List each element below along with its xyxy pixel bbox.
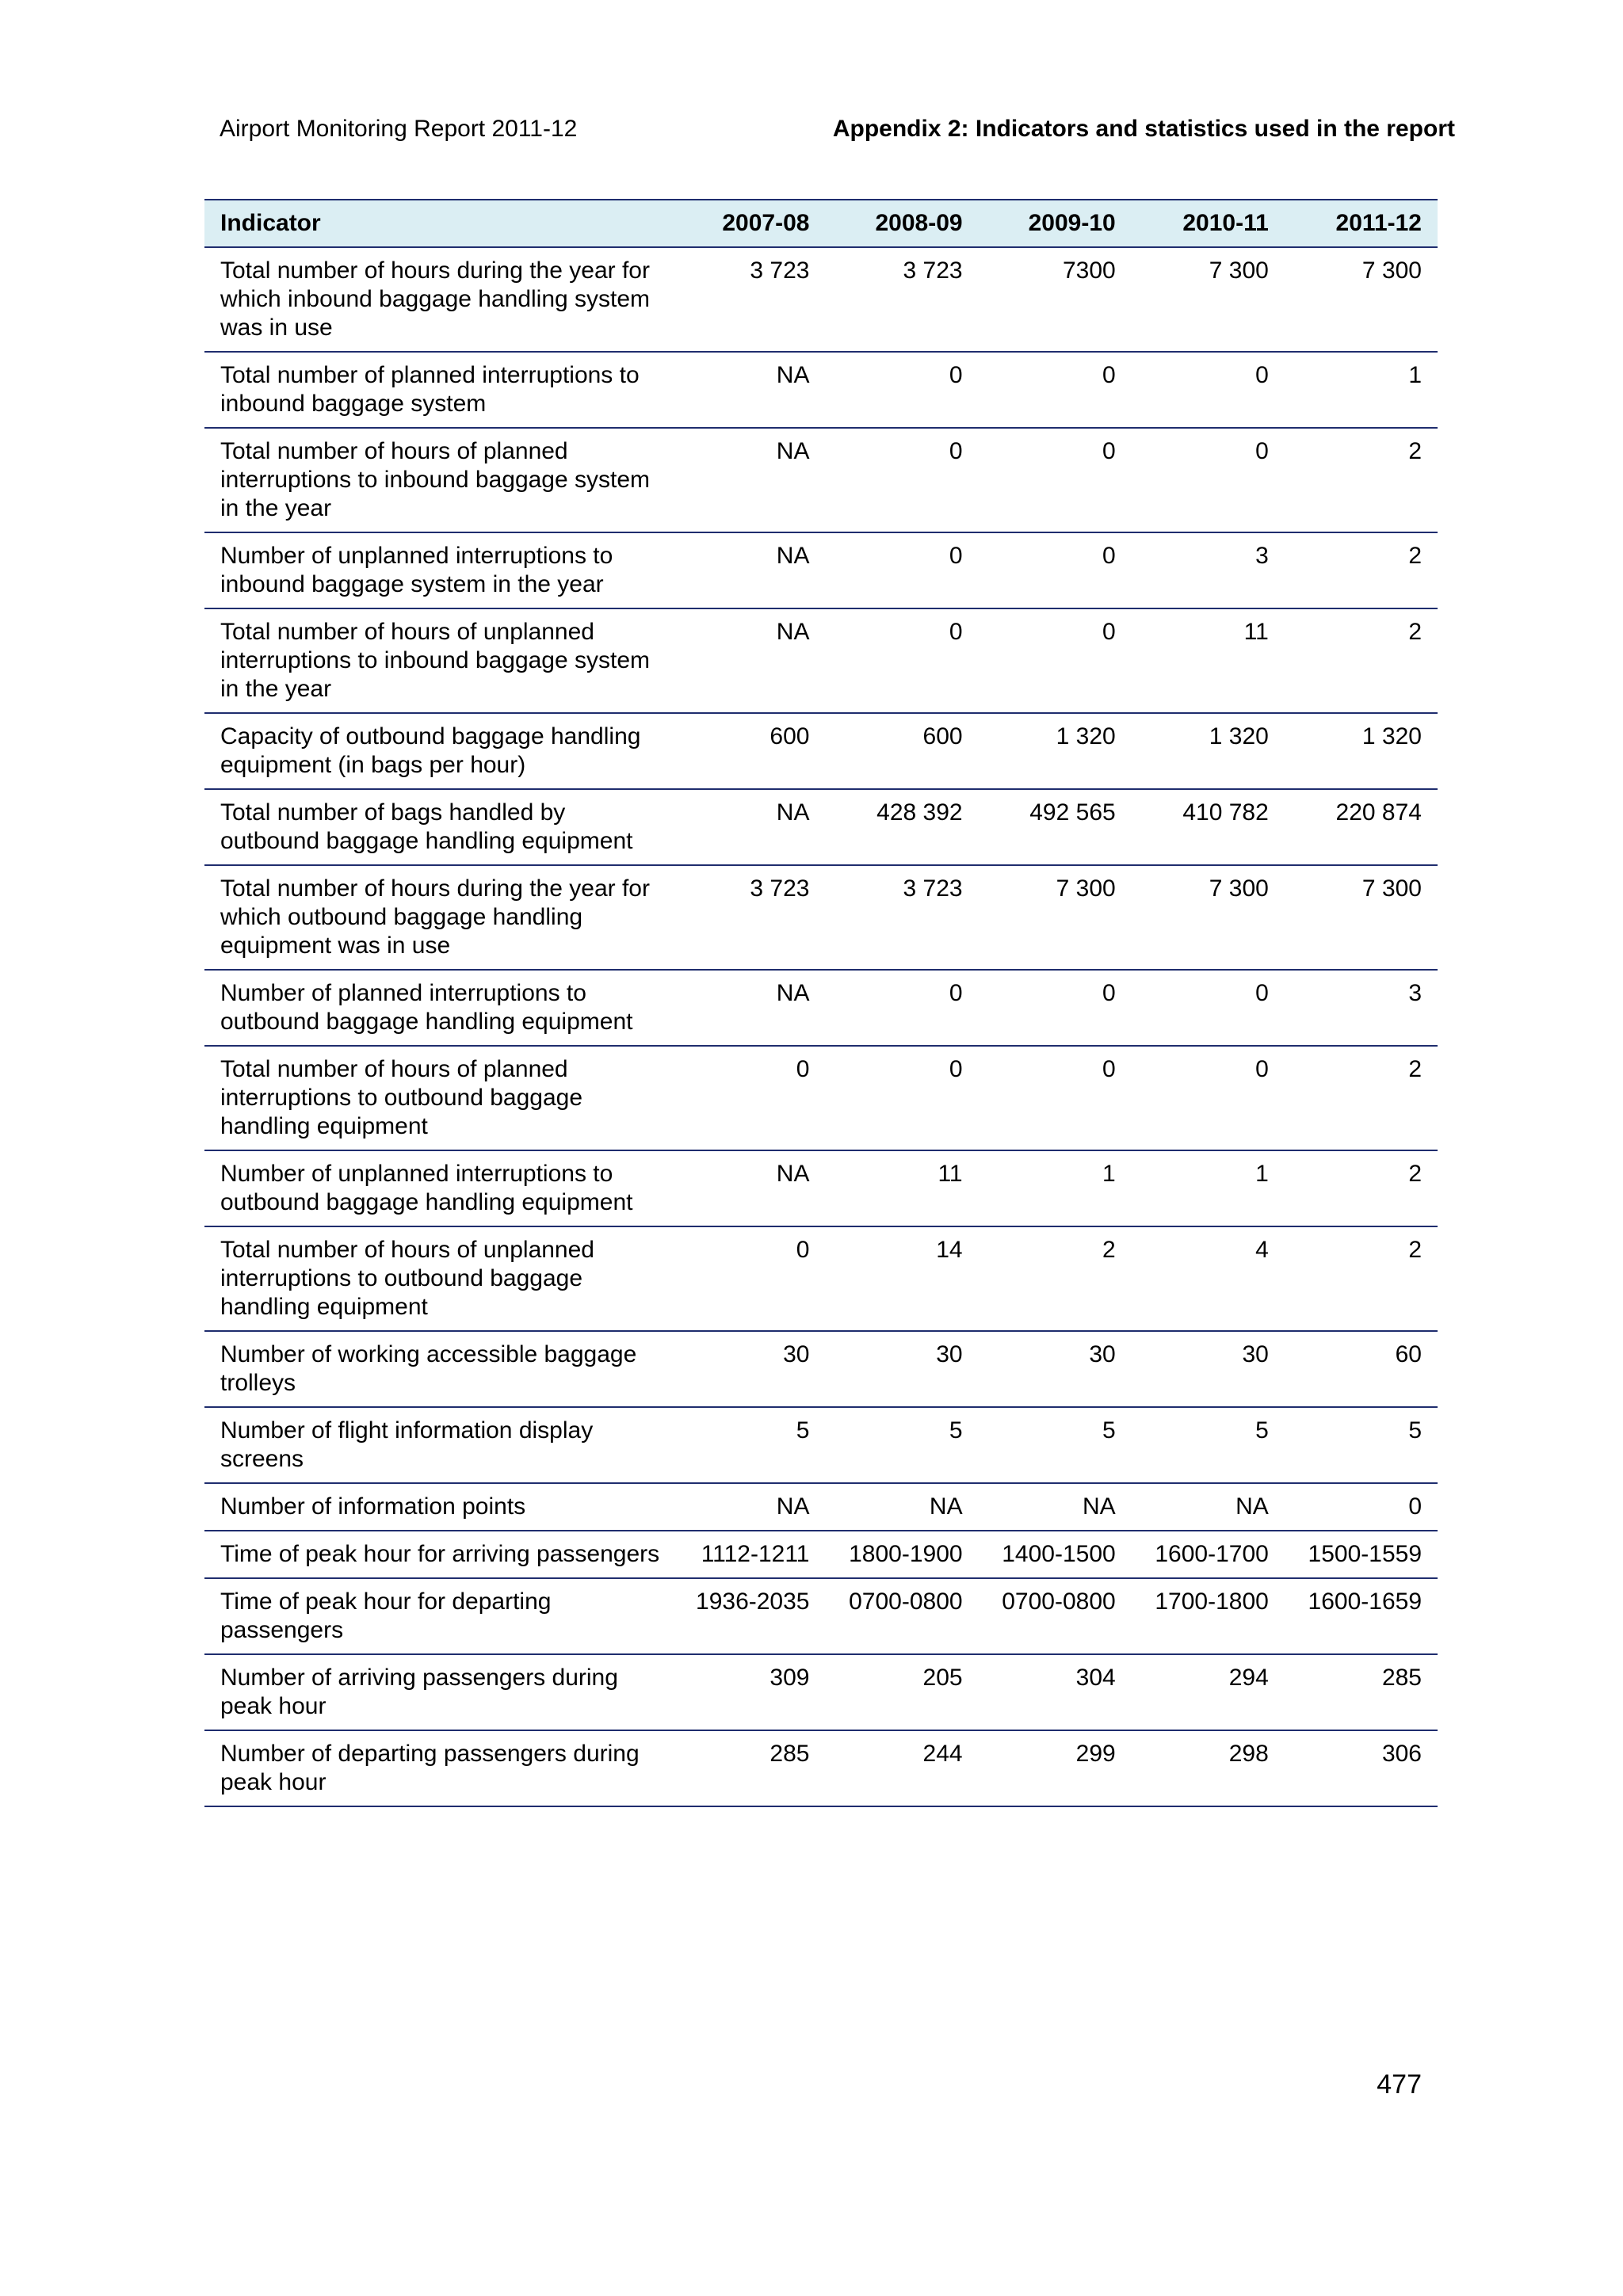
value-cell: 600 <box>672 713 825 789</box>
table-row <box>204 532 1438 608</box>
indicator-cell: Number of working accessible baggage trolleys <box>204 1331 672 1407</box>
value-cell: NA <box>825 1483 978 1531</box>
indicator-cell: Total number of hours of planned interruptions to inbound baggage system in the year <box>204 428 672 532</box>
value-cell: 0 <box>825 428 978 532</box>
section-title: Appendix 2: Indicators and statistics used in the report <box>832 116 1455 142</box>
table-row <box>204 428 1438 532</box>
indicators-table <box>204 199 1438 1807</box>
value-cell: NA <box>672 428 825 532</box>
value-cell: 7 300 <box>979 865 1132 970</box>
value-cell: 3 <box>1285 970 1438 1046</box>
value-cell: 1 320 <box>1285 713 1438 789</box>
value-cell: 30 <box>825 1331 978 1407</box>
value-cell: 306 <box>1285 1730 1438 1806</box>
indicator-cell: Number of departing passengers during peak hour <box>204 1730 672 1806</box>
indicator-cell: Number of flight information display screens <box>204 1407 672 1483</box>
table-row <box>204 247 1438 352</box>
value-cell: 0 <box>1132 970 1285 1046</box>
value-cell: 0 <box>979 1046 1132 1150</box>
table-row <box>204 1407 1438 1483</box>
indicator-cell: Number of unplanned interruptions to inbound baggage system in the year <box>204 532 672 608</box>
value-cell: 410 782 <box>1132 789 1285 865</box>
value-cell: 7 300 <box>1285 247 1438 352</box>
value-cell: 0 <box>825 1046 978 1150</box>
value-cell: 14 <box>825 1226 978 1331</box>
value-cell: 0 <box>979 352 1132 428</box>
value-cell: 0 <box>825 608 978 713</box>
value-cell: 7300 <box>979 247 1132 352</box>
value-cell: 1 <box>979 1150 1132 1226</box>
value-cell: 1 <box>1285 352 1438 428</box>
value-cell: 0 <box>825 970 978 1046</box>
value-cell: 0 <box>1285 1483 1438 1531</box>
column-header: 2010-11 <box>1132 200 1285 247</box>
page-number: 477 <box>1377 2069 1422 2100</box>
table-row <box>204 713 1438 789</box>
value-cell: 1112-1211 <box>672 1531 825 1578</box>
indicator-cell: Total number of hours during the year for which outbound baggage handling equipment was in use <box>204 865 672 970</box>
value-cell: 304 <box>979 1654 1132 1730</box>
value-cell: 0 <box>825 352 978 428</box>
indicator-cell: Total number of hours during the year for which inbound baggage handling system was in use <box>204 247 672 352</box>
value-cell: 1 320 <box>979 713 1132 789</box>
value-cell: 0 <box>979 532 1132 608</box>
table-row <box>204 1531 1438 1578</box>
indicator-cell: Number of unplanned interruptions to outbound baggage handling equipment <box>204 1150 672 1226</box>
value-cell: 0700-0800 <box>979 1578 1132 1654</box>
value-cell: 1700-1800 <box>1132 1578 1285 1654</box>
table-row <box>204 1578 1438 1654</box>
value-cell: 2 <box>979 1226 1132 1331</box>
value-cell: 3 723 <box>672 865 825 970</box>
indicator-cell: Total number of hours of planned interruptions to outbound baggage handling equipment <box>204 1046 672 1150</box>
indicator-cell: Number of planned interruptions to outbound baggage handling equipment <box>204 970 672 1046</box>
value-cell: 244 <box>825 1730 978 1806</box>
value-cell: 298 <box>1132 1730 1285 1806</box>
value-cell: 7 300 <box>1132 247 1285 352</box>
value-cell: 0 <box>979 608 1132 713</box>
value-cell: 1800-1900 <box>825 1531 978 1578</box>
value-cell: 1500-1559 <box>1285 1531 1438 1578</box>
column-header: Indicator <box>204 200 672 247</box>
value-cell: NA <box>672 789 825 865</box>
table-row <box>204 352 1438 428</box>
report-title: Airport Monitoring Report 2011-12 <box>220 116 578 142</box>
value-cell: 2 <box>1285 428 1438 532</box>
value-cell: NA <box>672 1150 825 1226</box>
value-cell: 7 300 <box>1132 865 1285 970</box>
column-header: 2009-10 <box>979 200 1132 247</box>
value-cell: 11 <box>825 1150 978 1226</box>
value-cell: 220 874 <box>1285 789 1438 865</box>
value-cell: 285 <box>1285 1654 1438 1730</box>
table-row <box>204 789 1438 865</box>
value-cell: 0 <box>825 532 978 608</box>
indicator-cell: Time of peak hour for arriving passengers <box>204 1531 672 1578</box>
value-cell: NA <box>672 1483 825 1531</box>
value-cell: 285 <box>672 1730 825 1806</box>
value-cell: NA <box>672 970 825 1046</box>
value-cell: 2 <box>1285 1226 1438 1331</box>
value-cell: 3 723 <box>672 247 825 352</box>
table-row <box>204 1730 1438 1806</box>
value-cell: 1 320 <box>1132 713 1285 789</box>
value-cell: 5 <box>825 1407 978 1483</box>
indicator-cell: Total number of hours of unplanned interruptions to inbound baggage system in the year <box>204 608 672 713</box>
value-cell: 0 <box>672 1226 825 1331</box>
indicator-cell: Number of arriving passengers during peak hour <box>204 1654 672 1730</box>
value-cell: 3 723 <box>825 247 978 352</box>
value-cell: 7 300 <box>1285 865 1438 970</box>
value-cell: 30 <box>672 1331 825 1407</box>
value-cell: 30 <box>979 1331 1132 1407</box>
value-cell: 3 723 <box>825 865 978 970</box>
indicator-cell: Number of information points <box>204 1483 672 1531</box>
value-cell: 492 565 <box>979 789 1132 865</box>
table-row <box>204 1331 1438 1407</box>
indicator-cell: Capacity of outbound baggage handling equipment (in bags per hour) <box>204 713 672 789</box>
value-cell: 2 <box>1285 1150 1438 1226</box>
table-header-row <box>204 200 1438 247</box>
value-cell: 11 <box>1132 608 1285 713</box>
value-cell: 5 <box>979 1407 1132 1483</box>
value-cell: 5 <box>1132 1407 1285 1483</box>
value-cell: 0 <box>979 428 1132 532</box>
value-cell: 0 <box>672 1046 825 1150</box>
value-cell: 5 <box>1285 1407 1438 1483</box>
column-header: 2007-08 <box>672 200 825 247</box>
value-cell: 2 <box>1285 608 1438 713</box>
table-row <box>204 1654 1438 1730</box>
value-cell: NA <box>672 608 825 713</box>
table-row <box>204 1226 1438 1331</box>
column-header: 2008-09 <box>825 200 978 247</box>
value-cell: 1600-1700 <box>1132 1531 1285 1578</box>
column-header: 2011-12 <box>1285 200 1438 247</box>
value-cell: 0 <box>1132 352 1285 428</box>
value-cell: NA <box>1132 1483 1285 1531</box>
value-cell: 600 <box>825 713 978 789</box>
table-row <box>204 608 1438 713</box>
value-cell: 294 <box>1132 1654 1285 1730</box>
value-cell: 30 <box>1132 1331 1285 1407</box>
value-cell: NA <box>979 1483 1132 1531</box>
value-cell: 0 <box>1132 1046 1285 1150</box>
table-row <box>204 1046 1438 1150</box>
value-cell: 299 <box>979 1730 1132 1806</box>
value-cell: 1600-1659 <box>1285 1578 1438 1654</box>
value-cell: 2 <box>1285 1046 1438 1150</box>
value-cell: 1 <box>1132 1150 1285 1226</box>
value-cell: NA <box>672 532 825 608</box>
indicator-cell: Total number of bags handled by outbound baggage handling equipment <box>204 789 672 865</box>
table-row <box>204 865 1438 970</box>
value-cell: 60 <box>1285 1331 1438 1407</box>
indicator-cell: Time of peak hour for departing passengers <box>204 1578 672 1654</box>
value-cell: NA <box>672 352 825 428</box>
value-cell: 1936-2035 <box>672 1578 825 1654</box>
value-cell: 205 <box>825 1654 978 1730</box>
table-row <box>204 1483 1438 1531</box>
value-cell: 0700-0800 <box>825 1578 978 1654</box>
value-cell: 5 <box>672 1407 825 1483</box>
indicator-cell: Total number of hours of unplanned interruptions to outbound baggage handling equipment <box>204 1226 672 1331</box>
table-row <box>204 970 1438 1046</box>
value-cell: 0 <box>979 970 1132 1046</box>
table-row <box>204 1150 1438 1226</box>
value-cell: 309 <box>672 1654 825 1730</box>
value-cell: 0 <box>1132 428 1285 532</box>
indicator-cell: Total number of planned interruptions to inbound baggage system <box>204 352 672 428</box>
value-cell: 1400-1500 <box>979 1531 1132 1578</box>
value-cell: 428 392 <box>825 789 978 865</box>
value-cell: 2 <box>1285 532 1438 608</box>
value-cell: 4 <box>1132 1226 1285 1331</box>
value-cell: 3 <box>1132 532 1285 608</box>
